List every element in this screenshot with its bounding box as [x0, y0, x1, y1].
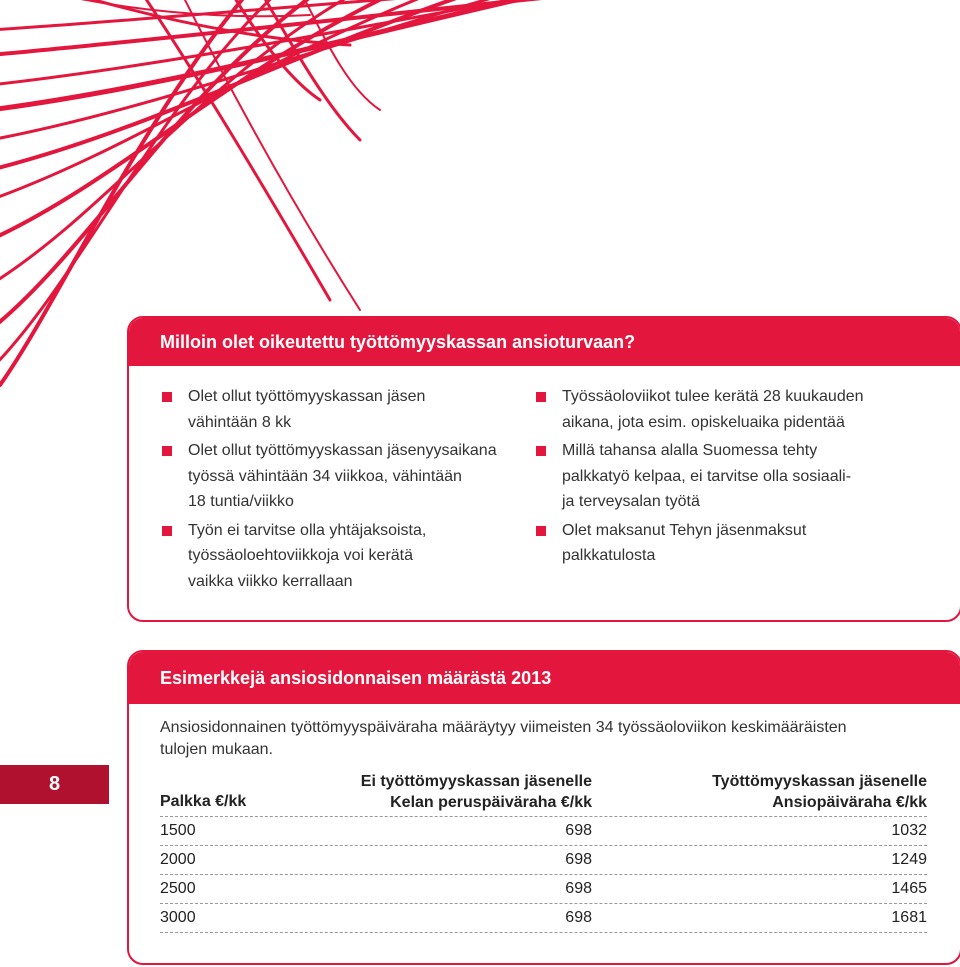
- table-body: [160, 816, 927, 933]
- table-row: [160, 903, 927, 933]
- eligibility-title: Milloin olet oikeutettu työttömyyskassan ansioturvaan?: [129, 318, 960, 366]
- cell-salary: 2000: [160, 851, 196, 868]
- bullet-square-icon: [162, 446, 172, 456]
- examples-title: Esimerkkejä ansiosidonnaisen määrästä 2013: [129, 652, 960, 704]
- bullet-square-icon: [162, 526, 172, 536]
- table-row: [160, 816, 927, 845]
- bullet-square-icon: [536, 392, 546, 402]
- header-salary: Palkka €/kk: [160, 793, 247, 810]
- cell-basic: 698: [565, 851, 592, 868]
- list-item: Millä tahansa alalla Suomessa tehty palkkatyö kelpaa, ei tarvitse olla sosiaali- ja terveysalan työtä: [535, 438, 915, 515]
- bullet-square-icon: [536, 526, 546, 536]
- eligibility-list-left: [161, 384, 541, 597]
- eligibility-list-right: [535, 384, 915, 572]
- list-item: Työssäoloviikot tulee kerätä 28 kuukauden aikana, jota esim. opiskeluaika pidentää: [535, 384, 915, 435]
- list-item: Olet maksanut Tehyn jäsenmaksut palkkatulosta: [535, 518, 915, 569]
- list-item: Työn ei tarvitse olla yhtäjaksoista, työssäoloehtoviikkoja voi kerätä vaikka viikko kerrallaan: [161, 518, 541, 595]
- bullet-square-icon: [536, 446, 546, 456]
- table-row: [160, 845, 927, 874]
- examples-card: [127, 650, 960, 965]
- table-header: [160, 771, 927, 813]
- cell-earnings: 1032: [891, 822, 927, 839]
- cell-basic: 698: [565, 880, 592, 897]
- bullet-square-icon: [162, 392, 172, 402]
- eligibility-card: [127, 316, 960, 622]
- cell-basic: 698: [565, 909, 592, 926]
- cell-salary: 2500: [160, 880, 196, 897]
- cell-basic: 698: [565, 822, 592, 839]
- table-row: [160, 874, 927, 903]
- cell-earnings: 1465: [891, 880, 927, 897]
- list-item: Olet ollut työttömyyskassan jäsenyysaikana työssä vähintään 34 viikkoa, vähintään 18 tuntia/viikko: [161, 438, 541, 515]
- header-earnings-allowance: Työttömyyskassan jäsenelle Ansiopäiväraha €/kk: [712, 773, 927, 811]
- examples-intro: Ansiosidonnainen työttömyyspäiväraha määräytyy viimeisten 34 työssäoloviikon keskimääräisten tulojen mukaan.: [160, 719, 847, 758]
- cell-earnings: 1249: [891, 851, 927, 868]
- cell-salary: 1500: [160, 822, 196, 839]
- cell-salary: 3000: [160, 909, 196, 926]
- header-basic-allowance: Ei työttömyyskassan jäsenelle Kelan peruspäiväraha €/kk: [360, 773, 592, 811]
- cell-earnings: 1681: [891, 909, 927, 926]
- list-item: Olet ollut työttömyyskassan jäsen vähintään 8 kk: [161, 384, 541, 435]
- page-number: 8: [0, 765, 109, 804]
